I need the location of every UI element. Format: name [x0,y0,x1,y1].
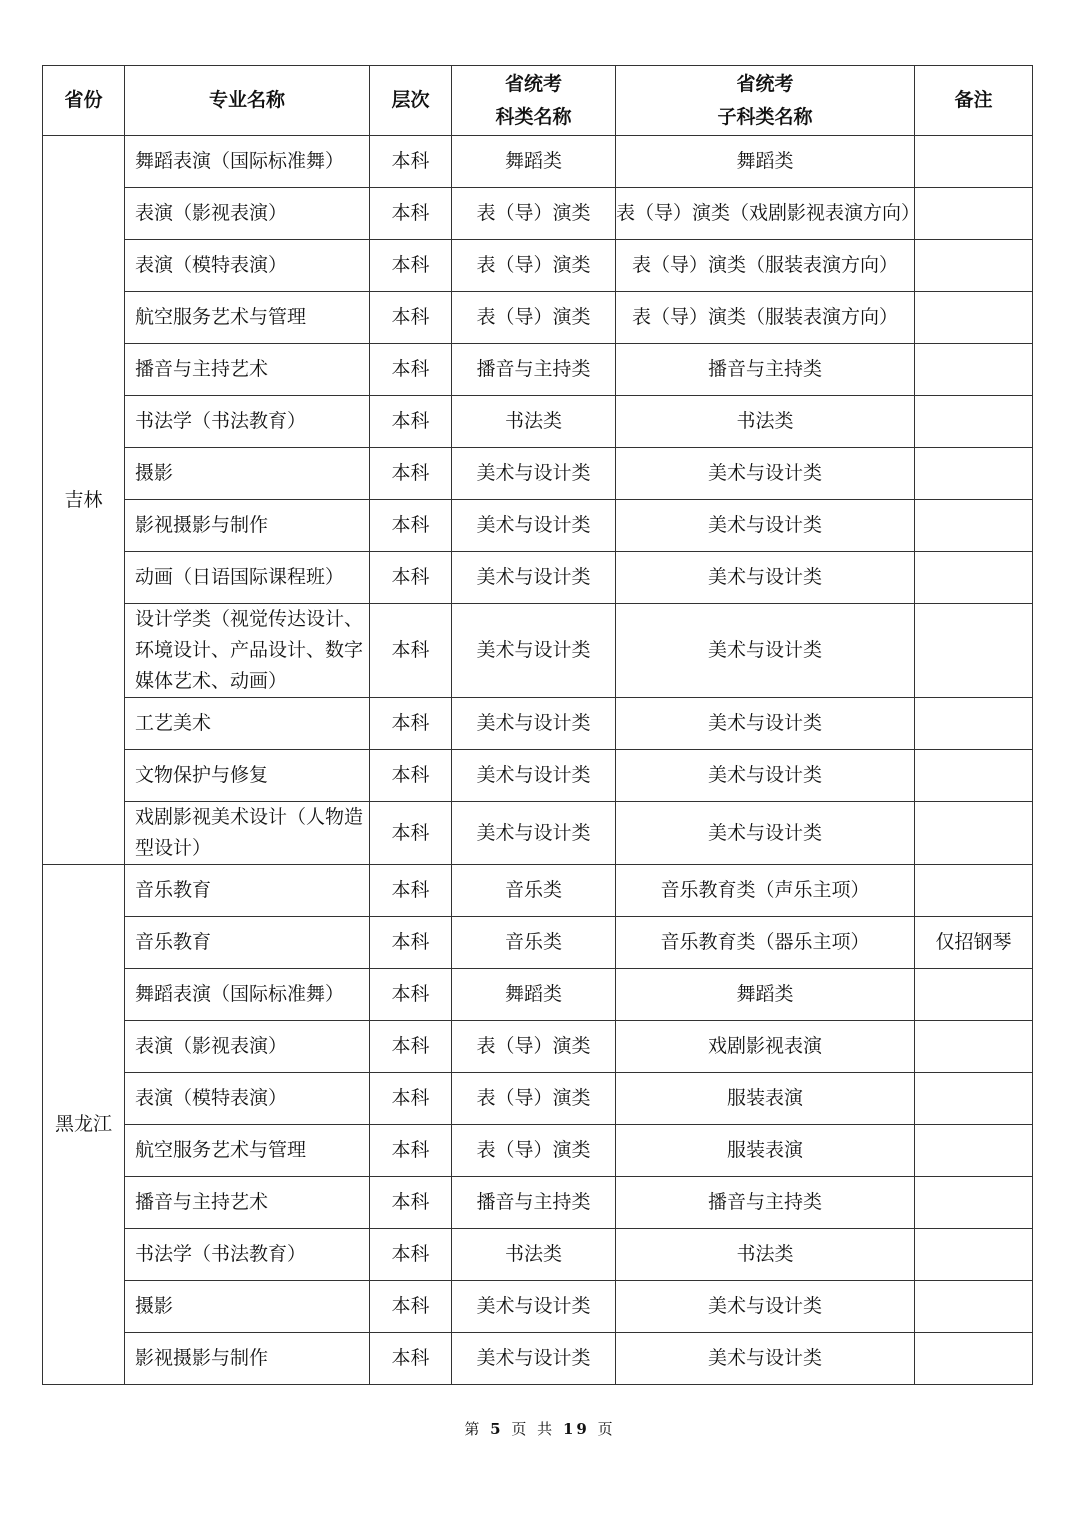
table-row [43,802,1033,865]
category-cell: 美术与设计类 [452,1281,616,1333]
level-cell: 本科 [370,188,452,240]
major-cell: 播音与主持艺术 [125,344,370,396]
level-cell: 本科 [370,396,452,448]
footer-suffix: 页 [597,1420,616,1438]
level-cell: 本科 [370,1073,452,1125]
category-cell: 舞蹈类 [452,969,616,1021]
table-row [43,188,1033,240]
level-cell: 本科 [370,750,452,802]
table-row [43,865,1033,917]
remark-cell [915,292,1033,344]
province-cell: 吉林 [43,136,125,865]
major-cell: 设计学类（视觉传达设计、环境设计、产品设计、数字媒体艺术、动画） [125,604,370,698]
remark-cell [915,865,1033,917]
subcategory-cell: 舞蹈类 [616,136,915,188]
major-cell: 戏剧影视美术设计（人物造型设计） [125,802,370,865]
footer-prefix: 第 [464,1420,483,1438]
remark-cell [915,136,1033,188]
level-cell: 本科 [370,448,452,500]
major-cell: 音乐教育 [125,865,370,917]
table-row [43,750,1033,802]
remark-cell [915,1021,1033,1073]
major-cell: 表演（影视表演） [125,1021,370,1073]
header-category-line2: 科类名称 [495,105,572,128]
level-cell: 本科 [370,552,452,604]
remark-cell [915,1125,1033,1177]
header-row [43,66,1033,136]
category-cell: 表（导）演类 [452,188,616,240]
table-row [43,1333,1033,1385]
category-cell: 书法类 [452,1229,616,1281]
major-cell: 航空服务艺术与管理 [125,292,370,344]
table-row [43,1229,1033,1281]
subcategory-cell: 美术与设计类 [616,698,915,750]
category-cell: 表（导）演类 [452,292,616,344]
category-cell: 音乐类 [452,917,616,969]
level-cell: 本科 [370,292,452,344]
major-cell: 表演（影视表演） [125,188,370,240]
footer-total-pages: 19 [562,1420,590,1438]
major-cell: 音乐教育 [125,917,370,969]
table-row [43,552,1033,604]
major-cell: 书法学（书法教育） [125,396,370,448]
category-cell: 美术与设计类 [452,802,616,865]
footer-middle: 页 共 [511,1420,556,1438]
level-cell: 本科 [370,698,452,750]
remark-cell [915,1073,1033,1125]
table-row [43,1281,1033,1333]
category-cell: 音乐类 [452,865,616,917]
major-cell: 书法学（书法教育） [125,1229,370,1281]
major-cell: 播音与主持艺术 [125,1177,370,1229]
subcategory-cell: 舞蹈类 [616,969,915,1021]
table-row [43,1177,1033,1229]
subcategory-cell: 美术与设计类 [616,604,915,698]
header-subcategory-line1: 省统考 [736,72,794,95]
remark-cell: 仅招钢琴 [915,917,1033,969]
level-cell: 本科 [370,1333,452,1385]
remark-cell [915,969,1033,1021]
remark-cell [915,552,1033,604]
subcategory-cell: 美术与设计类 [616,500,915,552]
major-cell: 摄影 [125,448,370,500]
level-cell: 本科 [370,1021,452,1073]
subcategory-cell: 美术与设计类 [616,448,915,500]
subcategory-cell: 音乐教育类（器乐主项） [616,917,915,969]
table-row [43,292,1033,344]
remark-cell [915,188,1033,240]
table-row [43,344,1033,396]
subcategory-cell: 美术与设计类 [616,1333,915,1385]
major-cell: 文物保护与修复 [125,750,370,802]
header-subcategory [616,66,915,136]
table-row [43,1073,1033,1125]
category-cell: 播音与主持类 [452,344,616,396]
category-cell: 书法类 [452,396,616,448]
table-row [43,1125,1033,1177]
level-cell: 本科 [370,136,452,188]
table-row [43,136,1033,188]
major-cell: 舞蹈表演（国际标准舞） [125,136,370,188]
category-cell: 美术与设计类 [452,698,616,750]
subcategory-cell: 戏剧影视表演 [616,1021,915,1073]
subcategory-cell: 服装表演 [616,1125,915,1177]
category-cell: 美术与设计类 [452,500,616,552]
category-cell: 美术与设计类 [452,1333,616,1385]
subcategory-cell: 音乐教育类（声乐主项） [616,865,915,917]
table-row [43,604,1033,698]
header-category [452,66,616,136]
remark-cell [915,750,1033,802]
category-cell: 表（导）演类 [452,1125,616,1177]
category-cell: 舞蹈类 [452,136,616,188]
category-cell: 表（导）演类 [452,240,616,292]
major-cell: 动画（日语国际课程班） [125,552,370,604]
subcategory-cell: 书法类 [616,396,915,448]
major-cell: 表演（模特表演） [125,1073,370,1125]
header-level: 层次 [370,66,452,136]
subcategory-cell: 书法类 [616,1229,915,1281]
remark-cell [915,448,1033,500]
province-cell: 黑龙江 [43,865,125,1385]
subcategory-cell: 美术与设计类 [616,802,915,865]
subcategory-cell: 播音与主持类 [616,1177,915,1229]
level-cell: 本科 [370,917,452,969]
level-cell: 本科 [370,1177,452,1229]
category-cell: 美术与设计类 [452,750,616,802]
footer-page-number: 5 [490,1420,504,1438]
level-cell: 本科 [370,604,452,698]
header-major: 专业名称 [125,66,370,136]
table-row [43,448,1033,500]
level-cell: 本科 [370,865,452,917]
subcategory-cell: 美术与设计类 [616,750,915,802]
header-subcategory-line2: 子科类名称 [717,105,813,128]
subcategory-cell: 表（导）演类（戏剧影视表演方向） [616,188,915,240]
category-cell: 美术与设计类 [452,552,616,604]
subcategory-cell: 美术与设计类 [616,552,915,604]
remark-cell [915,1177,1033,1229]
table-row [43,698,1033,750]
table-row [43,969,1033,1021]
remark-cell [915,1281,1033,1333]
remark-cell [915,604,1033,698]
subcategory-cell: 播音与主持类 [616,344,915,396]
remark-cell [915,698,1033,750]
table-row [43,1021,1033,1073]
category-cell: 播音与主持类 [452,1177,616,1229]
level-cell: 本科 [370,969,452,1021]
header-category-line1: 省统考 [504,72,562,95]
remark-cell [915,500,1033,552]
remark-cell [915,802,1033,865]
level-cell: 本科 [370,1125,452,1177]
admission-table [42,65,1033,1385]
page-footer [0,1418,1080,1439]
major-cell: 摄影 [125,1281,370,1333]
table-row [43,396,1033,448]
subcategory-cell: 表（导）演类（服装表演方向） [616,240,915,292]
category-cell: 美术与设计类 [452,604,616,698]
table-body [43,136,1033,1385]
level-cell: 本科 [370,1229,452,1281]
subcategory-cell: 服装表演 [616,1073,915,1125]
level-cell: 本科 [370,240,452,292]
major-cell: 舞蹈表演（国际标准舞） [125,969,370,1021]
major-cell: 影视摄影与制作 [125,500,370,552]
category-cell: 表（导）演类 [452,1073,616,1125]
header-remark: 备注 [915,66,1033,136]
remark-cell [915,1333,1033,1385]
remark-cell [915,1229,1033,1281]
level-cell: 本科 [370,802,452,865]
remark-cell [915,396,1033,448]
major-cell: 工艺美术 [125,698,370,750]
major-cell: 航空服务艺术与管理 [125,1125,370,1177]
table-row [43,917,1033,969]
subcategory-cell: 表（导）演类（服装表演方向） [616,292,915,344]
subcategory-cell: 美术与设计类 [616,1281,915,1333]
level-cell: 本科 [370,344,452,396]
remark-cell [915,240,1033,292]
header-province: 省份 [43,66,125,136]
table-row [43,500,1033,552]
remark-cell [915,344,1033,396]
category-cell: 美术与设计类 [452,448,616,500]
category-cell: 表（导）演类 [452,1021,616,1073]
level-cell: 本科 [370,500,452,552]
major-cell: 影视摄影与制作 [125,1333,370,1385]
table-row [43,240,1033,292]
major-cell: 表演（模特表演） [125,240,370,292]
level-cell: 本科 [370,1281,452,1333]
